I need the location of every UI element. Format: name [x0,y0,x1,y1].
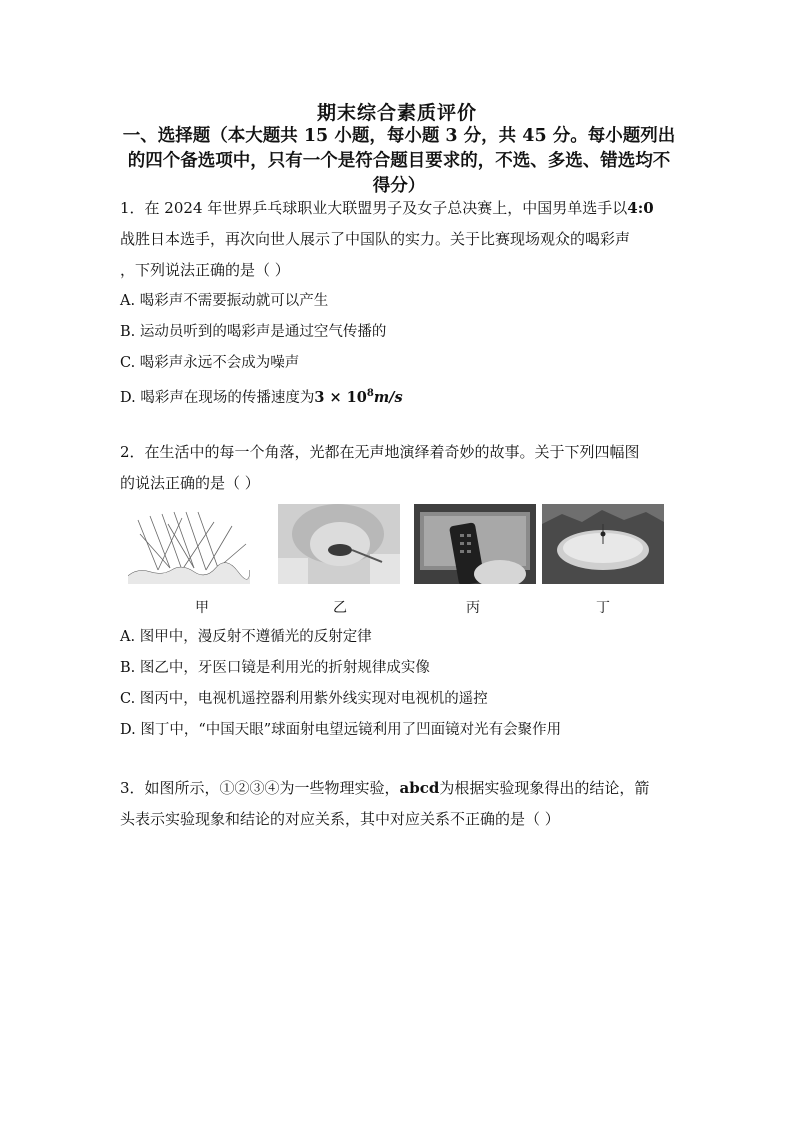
q1-option-d-text: D. 喝彩声在现场的传播速度为 [120,389,315,406]
question-1-stem [120,193,680,286]
q2-stem-line2: 的说法正确的是（ ） [120,474,260,492]
q3-stem-prefix: 3．如图所示，①②③④为一些物理实验， [120,779,400,797]
caption-jia: 甲 [195,600,209,616]
q1-option-d [120,384,403,408]
q2-option-a: A. 图甲中，漫反射不遵循光的反射定律 [120,629,372,645]
caption-bing: 丙 [466,600,480,616]
q1-stem-line3: ，下列说法正确的是（ ） [120,261,290,279]
q1-stem-line1: 1．在 2024 年世界乒乓球职业大联盟男子及女子总决赛上，中国男单选手以 [120,199,628,217]
q1-score: 4:0 [627,199,654,217]
q2-option-b: B. 图乙中，牙医口镜是利用光的折射规律成实像 [120,660,430,676]
page-title: 期末综合素质评价 [316,102,477,124]
q2-stem-line1: 2．在生活中的每一个角落，光都在无声地演绎着奇妙的故事。关于下列四幅图 [120,443,640,461]
q1-option-a: A. 喝彩声不需要振动就可以产生 [120,293,329,309]
question-3-stem [120,773,680,835]
q1-option-b: B. 运动员听到的喝彩声是通过空气传播的 [120,324,387,340]
question-2-stem [120,437,680,499]
section-heading: 一、选择题（本大题共 15 小题，每小题 3 分，共 45 分。每小题列出的四个备选项中，只有一个是符合题目要求的，不选、多选、错选均不得分） [122,126,676,196]
figure-jia-diffuse-reflection [128,504,250,584]
q1-option-c: C. 喝彩声永远不会成为噪声 [120,355,300,371]
q3-stem-suffix: 为根据实验现象得出的结论，箭 [439,779,650,797]
figure-yi-dental-mirror [278,504,400,584]
q1-option-d-formula: $3 \times 10^8m/s$ [314,388,403,406]
q1-stem-line2: 战胜日本选手，再次向世人展示了中国队的实力。关于比赛现场观众的喝彩声 [120,230,631,248]
caption-yi: 乙 [333,600,347,616]
figure-ding-fast-telescope [542,504,664,584]
q3-stem-abcd: abcd [399,779,440,797]
q2-figure-row [128,504,668,586]
caption-ding: 丁 [596,600,610,616]
figure-bing-tv-remote [414,504,536,584]
q2-option-d: D. 图丁中，“中国天眼”球面射电望远镜利用了凹面镜对光有会聚作用 [120,722,562,738]
q2-option-c: C. 图丙中，电视机遥控器利用紫外线实现对电视机的遥控 [120,691,488,707]
q3-stem-line2: 头表示实验现象和结论的对应关系，其中对应关系不正确的是（ ） [120,810,560,828]
